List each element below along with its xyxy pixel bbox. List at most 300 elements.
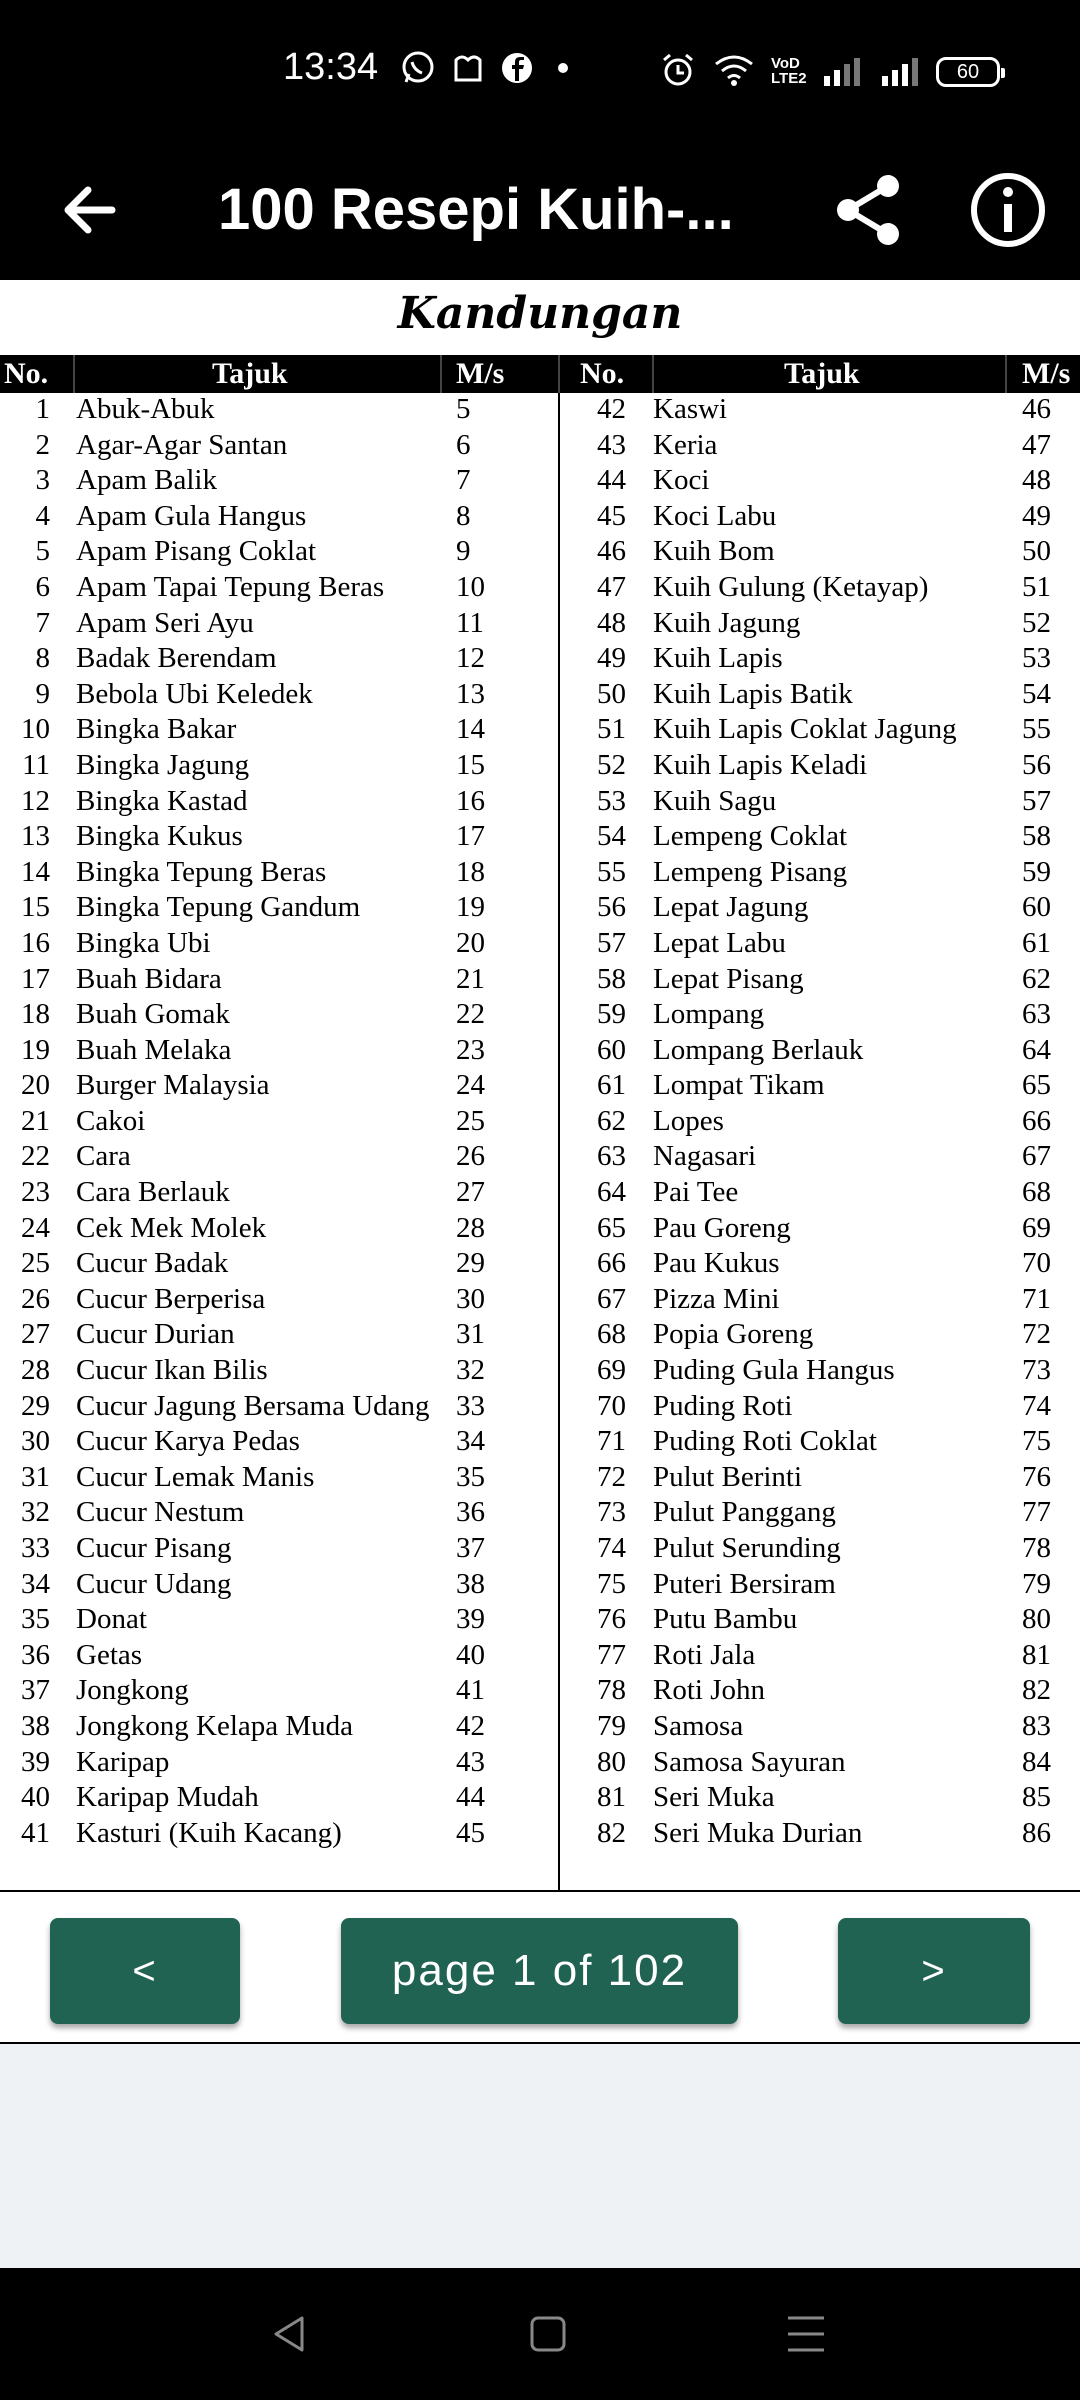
entry-page: 71 <box>1022 1282 1051 1315</box>
entry-page: 41 <box>456 1674 485 1707</box>
contents-row[interactable] <box>560 820 1080 856</box>
entry-page: 69 <box>1022 1211 1051 1244</box>
battery-indicator: 60 <box>936 57 1000 87</box>
entry-title: Kuih Lapis Batik <box>653 677 853 710</box>
entry-page: 12 <box>456 642 485 675</box>
contents-row[interactable] <box>0 571 540 607</box>
entry-page: 65 <box>1022 1069 1051 1102</box>
entry-number: 49 <box>597 642 626 675</box>
contents-row[interactable] <box>0 1710 540 1746</box>
recents-menu-icon[interactable] <box>784 2312 828 2356</box>
entry-page: 42 <box>456 1709 485 1742</box>
entry-number: 38 <box>21 1709 50 1742</box>
contents-row[interactable] <box>0 891 540 927</box>
entry-title: Apam Seri Ayu <box>76 606 254 639</box>
contents-row[interactable] <box>0 1781 540 1817</box>
entry-number: 71 <box>597 1425 626 1458</box>
entry-title: Cucur Udang <box>76 1567 232 1600</box>
contents-row[interactable] <box>560 1425 1080 1461</box>
entry-page: 19 <box>456 891 485 924</box>
entry-title: Pulut Serunding <box>653 1532 841 1564</box>
entry-title: Apam Pisang Coklat <box>76 535 317 568</box>
contents-row[interactable] <box>560 1354 1080 1390</box>
entry-number: 46 <box>597 535 626 568</box>
header-no-right: No. <box>580 357 625 390</box>
entry-page: 85 <box>1022 1781 1051 1814</box>
home-square-icon[interactable] <box>526 2312 570 2356</box>
entry-title: Apam Balik <box>76 464 217 497</box>
contents-row[interactable] <box>0 1639 540 1675</box>
entry-number: 10 <box>21 713 50 746</box>
entry-number: 77 <box>597 1638 626 1671</box>
contents-row[interactable] <box>0 607 540 643</box>
entry-number: 55 <box>597 855 626 888</box>
entry-title: Buah Bidara <box>76 962 222 995</box>
entry-page: 25 <box>456 1104 485 1137</box>
entry-title: Cucur Durian <box>76 1318 235 1351</box>
contents-row[interactable] <box>560 607 1080 643</box>
contents-row[interactable] <box>0 642 540 678</box>
entry-title: Cara <box>76 1140 131 1173</box>
contents-row[interactable] <box>560 500 1080 536</box>
contents-row[interactable] <box>0 393 540 429</box>
entry-number: 78 <box>597 1674 626 1707</box>
entry-title: Koci <box>653 464 710 497</box>
contents-row[interactable] <box>0 1674 540 1710</box>
entry-page: 68 <box>1022 1176 1051 1209</box>
entry-number: 36 <box>21 1638 50 1671</box>
entry-number: 6 <box>35 570 50 603</box>
entry-page: 81 <box>1022 1638 1051 1671</box>
entry-title: Lompang Berlauk <box>653 1033 864 1066</box>
entry-number: 47 <box>597 570 626 603</box>
entry-page: 76 <box>1022 1460 1051 1493</box>
entry-number: 79 <box>597 1709 626 1742</box>
contents-row[interactable] <box>560 535 1080 571</box>
entry-page: 10 <box>456 570 485 603</box>
entry-title: Kuih Jagung <box>653 606 801 639</box>
entry-page: 67 <box>1022 1140 1051 1173</box>
entry-title: Seri Muka <box>653 1781 775 1814</box>
contents-row[interactable] <box>0 1354 540 1390</box>
contents-row[interactable] <box>560 1176 1080 1212</box>
entry-number: 50 <box>597 677 626 710</box>
contents-row[interactable] <box>0 1247 540 1283</box>
entry-number: 65 <box>597 1211 626 1244</box>
share-icon[interactable] <box>826 168 910 252</box>
pager-bar <box>0 1892 1080 2042</box>
entry-page: 64 <box>1022 1033 1051 1066</box>
contents-row[interactable] <box>560 713 1080 749</box>
contents-row[interactable] <box>0 1318 540 1354</box>
entry-title: Kuih Lapis Keladi <box>653 748 868 781</box>
entry-title: Kuih Sagu <box>653 784 777 817</box>
entry-number: 40 <box>21 1781 50 1814</box>
contents-row[interactable] <box>0 963 540 999</box>
entry-title: Kasturi (Kuih Kacang) <box>76 1816 342 1849</box>
entry-page: 80 <box>1022 1603 1051 1636</box>
entry-title: Samosa Sayuran <box>653 1745 846 1778</box>
entry-number: 58 <box>597 962 626 995</box>
contents-row[interactable] <box>560 1461 1080 1497</box>
contents-row[interactable] <box>560 429 1080 465</box>
entry-title: Kuih Lapis Coklat Jagung <box>653 713 957 746</box>
entry-page: 16 <box>456 784 485 817</box>
contents-row[interactable] <box>0 820 540 856</box>
signal-1-icon <box>822 56 862 88</box>
entry-page: 23 <box>456 1033 485 1066</box>
entry-number: 45 <box>597 499 626 532</box>
entry-number: 74 <box>597 1532 626 1564</box>
page-heading: Kandungan <box>397 288 683 339</box>
previous-page-button[interactable]: < <box>50 1918 240 2024</box>
header-page-left: M/s <box>456 357 505 390</box>
contents-row[interactable] <box>560 571 1080 607</box>
contents-row[interactable] <box>0 1568 540 1604</box>
entry-title: Kuih Bom <box>653 535 775 568</box>
entry-number: 54 <box>597 820 626 853</box>
entry-page: 26 <box>456 1140 485 1173</box>
entry-title: Lopes <box>653 1104 724 1137</box>
entry-title: Cucur Ikan Bilis <box>76 1354 268 1387</box>
header-title-right: Tajuk <box>784 357 860 390</box>
entry-page: 28 <box>456 1211 485 1244</box>
entry-title: Putu Bambu <box>653 1603 798 1636</box>
entry-page: 39 <box>456 1603 485 1636</box>
contents-row[interactable] <box>560 1283 1080 1319</box>
entry-title: Badak Berendam <box>76 642 277 675</box>
entry-page: 70 <box>1022 1247 1051 1280</box>
contents-row[interactable] <box>560 642 1080 678</box>
contents-row[interactable] <box>560 998 1080 1034</box>
entry-number: 61 <box>597 1069 626 1102</box>
entry-page: 21 <box>456 962 485 995</box>
contents-row[interactable] <box>560 927 1080 963</box>
entry-number: 3 <box>35 464 50 497</box>
entry-page: 58 <box>1022 820 1051 853</box>
entry-title: Cara Berlauk <box>76 1176 230 1209</box>
entry-number: 37 <box>21 1674 50 1707</box>
app-bar <box>0 140 1080 280</box>
back-triangle-icon[interactable] <box>268 2312 312 2356</box>
entry-number: 80 <box>597 1745 626 1778</box>
entry-page: 17 <box>456 820 485 853</box>
entry-page: 63 <box>1022 998 1051 1031</box>
entry-title: Lepat Pisang <box>653 962 804 995</box>
entry-page: 50 <box>1022 535 1051 568</box>
pager-bottom-line <box>0 2042 1080 2044</box>
contents-row[interactable] <box>0 1283 540 1319</box>
entry-page: 72 <box>1022 1318 1051 1351</box>
status-time: 13:34 <box>283 46 379 88</box>
entry-number: 9 <box>35 677 50 710</box>
contents-row[interactable] <box>560 1781 1080 1817</box>
entry-number: 20 <box>21 1069 50 1102</box>
entry-number: 30 <box>21 1425 50 1458</box>
entry-number: 73 <box>597 1496 626 1529</box>
whatsapp-icon <box>400 50 436 86</box>
entry-page: 45 <box>456 1816 485 1849</box>
entry-title: Pai Tee <box>653 1176 739 1209</box>
entry-title: Jongkong Kelapa Muda <box>76 1709 354 1742</box>
contents-row[interactable] <box>0 785 540 821</box>
contents-row[interactable] <box>0 1817 540 1853</box>
contents-row[interactable] <box>560 1674 1080 1710</box>
entry-title: Cakoi <box>76 1104 146 1137</box>
header-no-left: No. <box>4 357 49 390</box>
entry-title: Kuih Gulung (Ketayap) <box>653 570 929 603</box>
entry-page: 53 <box>1022 642 1051 675</box>
contents-row[interactable] <box>0 927 540 963</box>
contents-row[interactable] <box>560 1247 1080 1283</box>
entry-number: 18 <box>21 998 50 1031</box>
contents-row[interactable] <box>0 1496 540 1532</box>
entry-title: Pau Kukus <box>653 1247 780 1280</box>
entry-number: 15 <box>21 891 50 924</box>
entry-title: Cucur Jagung Bersama Udang <box>76 1389 430 1422</box>
entry-page: 55 <box>1022 713 1051 746</box>
entry-number: 1 <box>35 393 50 425</box>
entry-number: 25 <box>21 1247 50 1280</box>
contents-row[interactable] <box>0 1034 540 1070</box>
entry-title: Bingka Bakar <box>76 713 237 746</box>
entry-page: 11 <box>456 606 484 639</box>
contents-row[interactable] <box>560 1603 1080 1639</box>
contents-row[interactable] <box>560 464 1080 500</box>
entry-title: Samosa <box>653 1709 744 1742</box>
signal-2-icon <box>880 56 920 88</box>
entry-number: 16 <box>21 926 50 959</box>
entry-title: Cucur Lemak Manis <box>76 1460 315 1493</box>
entry-number: 27 <box>21 1318 50 1351</box>
app-title: 100 Resepi Kuih-... <box>218 177 734 242</box>
entry-page: 47 <box>1022 428 1051 461</box>
contents-row[interactable] <box>560 785 1080 821</box>
entry-title: Cucur Berperisa <box>76 1282 266 1315</box>
entry-title: Pulut Berinti <box>653 1460 803 1493</box>
contents-row[interactable] <box>0 429 540 465</box>
contents-row[interactable] <box>0 713 540 749</box>
entry-number: 60 <box>597 1033 626 1066</box>
entry-page: 62 <box>1022 962 1051 995</box>
contents-row[interactable] <box>560 1639 1080 1675</box>
entry-title: Roti Jala <box>653 1638 756 1671</box>
entry-page: 37 <box>456 1532 485 1564</box>
entry-page: 86 <box>1022 1816 1051 1849</box>
entry-page: 52 <box>1022 606 1051 639</box>
contents-row[interactable] <box>560 1069 1080 1105</box>
contents-row[interactable] <box>0 856 540 892</box>
status-bar <box>0 0 1080 140</box>
contents-row[interactable] <box>560 891 1080 927</box>
entry-number: 17 <box>21 962 50 995</box>
contents-row[interactable] <box>0 1532 540 1568</box>
entry-number: 33 <box>21 1532 50 1564</box>
entry-number: 82 <box>597 1816 626 1849</box>
entry-title: Bingka Jagung <box>76 748 250 781</box>
contents-row[interactable] <box>560 963 1080 999</box>
entry-number: 39 <box>21 1745 50 1778</box>
entry-page: 46 <box>1022 393 1051 425</box>
contents-row[interactable] <box>0 535 540 571</box>
entry-page: 40 <box>456 1638 485 1671</box>
facebook-icon <box>500 51 534 85</box>
contents-row[interactable] <box>0 1140 540 1176</box>
entry-page: 35 <box>456 1460 485 1493</box>
contents-row[interactable] <box>560 1496 1080 1532</box>
entry-title: Bingka Tepung Gandum <box>76 891 361 924</box>
entry-title: Lepat Jagung <box>653 891 809 924</box>
entry-title: Bingka Ubi <box>76 926 211 959</box>
contents-row[interactable] <box>0 998 540 1034</box>
entry-number: 52 <box>597 748 626 781</box>
entry-number: 41 <box>21 1816 50 1849</box>
contents-row[interactable] <box>0 1746 540 1782</box>
entry-title: Cucur Nestum <box>76 1496 245 1529</box>
contents-row[interactable] <box>560 1746 1080 1782</box>
entry-number: 34 <box>21 1567 50 1600</box>
entry-title: Apam Gula Hangus <box>76 499 307 532</box>
entry-number: 48 <box>597 606 626 639</box>
entry-number: 63 <box>597 1140 626 1173</box>
entry-number: 14 <box>21 855 50 888</box>
contents-row[interactable] <box>0 1105 540 1141</box>
entry-number: 7 <box>35 606 50 639</box>
entry-title: Puding Roti Coklat <box>653 1425 877 1458</box>
entry-page: 74 <box>1022 1389 1051 1422</box>
dot-icon <box>548 53 578 83</box>
entry-number: 62 <box>597 1104 626 1137</box>
contents-row[interactable] <box>0 1390 540 1426</box>
entry-number: 11 <box>22 748 50 781</box>
contents-row[interactable] <box>560 1140 1080 1176</box>
entry-number: 12 <box>21 784 50 817</box>
entry-page: 29 <box>456 1247 485 1280</box>
entry-page: 49 <box>1022 499 1051 532</box>
contents-row[interactable] <box>560 749 1080 785</box>
entry-title: Puteri Bersiram <box>653 1567 836 1600</box>
entry-title: Buah Gomak <box>76 998 230 1031</box>
contents-row[interactable] <box>560 1390 1080 1426</box>
entry-title: Puding Roti <box>653 1389 793 1422</box>
entry-number: 5 <box>35 535 50 568</box>
contents-row[interactable] <box>0 1212 540 1248</box>
system-navigation-bar <box>0 2268 1080 2400</box>
contents-row[interactable] <box>560 1034 1080 1070</box>
entry-title: Cucur Karya Pedas <box>76 1425 300 1458</box>
contents-row[interactable] <box>560 1710 1080 1746</box>
contents-row[interactable] <box>0 1461 540 1497</box>
contents-row[interactable] <box>560 393 1080 429</box>
back-arrow-icon[interactable] <box>50 170 130 250</box>
entry-page: 9 <box>456 535 471 568</box>
contents-row[interactable] <box>560 856 1080 892</box>
entry-page: 33 <box>456 1389 485 1422</box>
entry-title: Karipap <box>76 1745 170 1778</box>
entry-title: Popia Goreng <box>653 1318 814 1351</box>
contents-row[interactable] <box>0 1069 540 1105</box>
entry-page: 15 <box>456 748 485 781</box>
header-page-right: M/s <box>1022 357 1071 390</box>
contents-row[interactable] <box>0 678 540 714</box>
contents-row[interactable] <box>0 500 540 536</box>
entry-number: 44 <box>597 464 626 497</box>
entry-title: Lompat Tikam <box>653 1069 825 1102</box>
entry-page: 27 <box>456 1176 485 1209</box>
entry-title: Bingka Kukus <box>76 820 243 853</box>
entry-number: 31 <box>21 1460 50 1493</box>
contents-row[interactable] <box>560 1568 1080 1604</box>
entry-title: Lompang <box>653 998 765 1031</box>
entry-page: 13 <box>456 677 485 710</box>
contents-row[interactable] <box>0 1176 540 1212</box>
entry-title: Lempeng Pisang <box>653 855 848 888</box>
entry-number: 67 <box>597 1282 626 1315</box>
contents-row[interactable] <box>0 464 540 500</box>
entry-number: 66 <box>597 1247 626 1280</box>
cloud-app-icon <box>450 50 486 86</box>
info-icon[interactable] <box>966 168 1050 252</box>
entry-title: Abuk-Abuk <box>76 393 215 425</box>
entry-title: Agar-Agar Santan <box>76 428 288 461</box>
entry-page: 31 <box>456 1318 485 1351</box>
entry-number: 29 <box>21 1389 50 1422</box>
contents-row[interactable] <box>560 1532 1080 1568</box>
entry-title: Kuih Lapis <box>653 642 783 675</box>
entry-page: 75 <box>1022 1425 1051 1458</box>
entry-page: 84 <box>1022 1745 1051 1778</box>
entry-page: 59 <box>1022 855 1051 888</box>
contents-row[interactable] <box>0 749 540 785</box>
entry-title: Bebola Ubi Keledek <box>76 677 313 710</box>
entry-title: Buah Melaka <box>76 1033 232 1066</box>
contents-row[interactable] <box>560 1105 1080 1141</box>
entry-title: Pau Goreng <box>653 1211 791 1244</box>
entry-page: 66 <box>1022 1104 1051 1137</box>
contents-row[interactable] <box>0 1425 540 1461</box>
entry-page: 51 <box>1022 570 1051 603</box>
entry-number: 23 <box>21 1176 50 1209</box>
entry-number: 43 <box>597 428 626 461</box>
table-header <box>0 355 1080 393</box>
contents-row[interactable] <box>0 1603 540 1639</box>
entry-page: 34 <box>456 1425 485 1458</box>
header-title-left: Tajuk <box>212 357 288 390</box>
entry-title: Lepat Labu <box>653 926 786 959</box>
contents-row[interactable] <box>560 678 1080 714</box>
contents-row[interactable] <box>560 1212 1080 1248</box>
entry-title: Keria <box>653 428 718 461</box>
entry-number: 56 <box>597 891 626 924</box>
entry-page: 14 <box>456 713 485 746</box>
page-indicator-button[interactable]: page 1 of 102 <box>341 1918 738 2024</box>
entry-page: 44 <box>456 1781 485 1814</box>
entry-page: 56 <box>1022 748 1051 781</box>
contents-row[interactable] <box>560 1817 1080 1853</box>
entry-number: 59 <box>597 998 626 1031</box>
contents-row[interactable] <box>560 1318 1080 1354</box>
next-page-button[interactable]: > <box>838 1918 1030 2024</box>
entry-page: 78 <box>1022 1532 1051 1564</box>
entry-title: Bingka Kastad <box>76 784 248 817</box>
entry-title: Puding Gula Hangus <box>653 1354 895 1387</box>
entry-title: Seri Muka Durian <box>653 1816 863 1849</box>
entry-number: 75 <box>597 1567 626 1600</box>
entry-page: 83 <box>1022 1709 1051 1742</box>
entry-number: 53 <box>597 784 626 817</box>
entry-title: Lempeng Coklat <box>653 820 848 853</box>
entry-page: 24 <box>456 1069 485 1102</box>
